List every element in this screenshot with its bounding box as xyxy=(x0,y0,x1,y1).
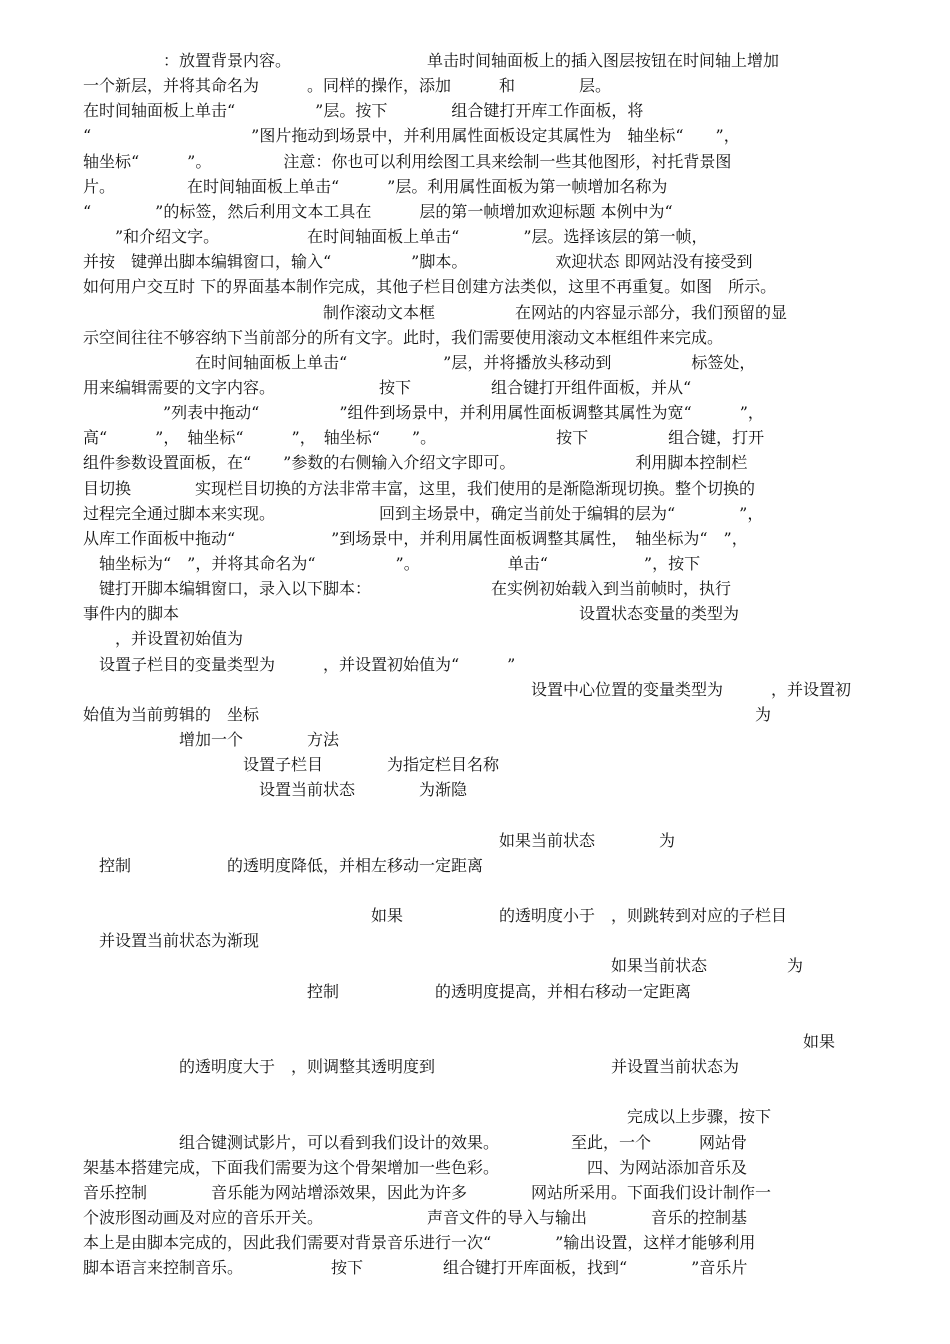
text-line: 从库工作面板中拖动“ ”到场景中，并利用属性面板调整其属性， 轴坐标为“ ”， xyxy=(83,528,748,548)
text-line: 个波形图动画及对应的音乐开关。 声音文件的导入与输出 音乐的控制基 xyxy=(83,1207,748,1227)
text-line: ”和介绍文字。 在时间轴面板上单击“ ”层。选择该层的第一帧， xyxy=(83,227,708,246)
text-line: 如果当前状态 为 xyxy=(83,830,676,850)
text-line: 的透明度大于 ，则调整其透明度到 并设置当前状态为 xyxy=(83,1057,740,1076)
text-line: 并按 键弹出脚本编辑窗口，输入“ ”脚本。 欢迎状态 即网站没有接受到 xyxy=(83,252,753,272)
text-line: ”列表中拖动“ ”组件到场景中，并利用属性面板调整其属性为宽“ ”， xyxy=(83,403,764,423)
text-line: 本上是由脚本完成的，因此我们需要对背景音乐进行一次“ ”输出设置，这样才能够利用 xyxy=(83,1233,756,1252)
text-line: 轴坐标“ ”。 注意：你也可以利用绘图工具来绘制一些其他图形，衬托背景图 xyxy=(83,151,732,171)
text-line: 音乐控制 音乐能为网站增添效果，因此为许多 网站所采用。下面我们设计制作一 xyxy=(83,1182,772,1202)
text-line: 事件内的脚本 设置状态变量的类型为 xyxy=(83,604,740,624)
text-line: 控制 的透明度降低，并相左移动一定距离 xyxy=(83,855,484,875)
text-line: 架基本搭建完成，下面我们需要为这个骨架增加一些色彩。 四、为网站添加音乐及 xyxy=(83,1157,748,1177)
text-line: “ ”的标签，然后利用文本工具在 层的第一帧增加欢迎标题 本例中为“ xyxy=(83,201,673,221)
text-line: 设置中心位置的变量类型为 ，并设置初 xyxy=(83,679,852,699)
text-line: ：放置背景内容。 单击时间轴面板上的插入图层按钮在时间轴上增加 xyxy=(83,51,780,70)
text-line: ，并设置初始值为 xyxy=(83,629,244,649)
text-line: “ ”图片拖动到场景中，并利用属性面板设定其属性为 轴坐标“ ”， xyxy=(83,126,740,146)
text-line: 如果 xyxy=(83,1031,836,1051)
text-line: 设置子栏目的变量类型为 ，并设置初始值为“ ” xyxy=(83,654,516,674)
text-line: 制作滚动文本框 在网站的内容显示部分，我们预留的显 xyxy=(83,302,788,322)
text-line: 片。 在时间轴面板上单击“ ”层。利用属性面板为第一帧增加名称为 xyxy=(83,176,668,196)
text-line: 轴坐标为“ ”，并将其命名为“ ”。 单击“ ”，按下 xyxy=(83,554,701,573)
text-line: 完成以上步骤，按下 xyxy=(83,1107,772,1127)
text-line: 设置当前状态 为渐隐 xyxy=(83,780,468,800)
text-line: 在时间轴面板上单击“ ”层。按下 组合键打开库工作面板，将 xyxy=(83,101,644,121)
text-line: 组件参数设置面板，在“ ”参数的右侧输入介绍文字即可。 利用脚本控制栏 xyxy=(83,453,748,473)
text-line: 在时间轴面板上单击“ ”层，并将播放头移动到 标签处， xyxy=(83,352,756,372)
text-line: 设置子栏目 为指定栏目名称 xyxy=(83,755,500,775)
text-line: 过程完全通过脚本来实现。 回到主场景中，确定当前处于编辑的层为“ ”， xyxy=(83,503,764,523)
text-line: 一个新层，并将其命名为 。同样的操作，添加 和 层。 xyxy=(83,76,612,96)
text-line: 如果当前状态 为 xyxy=(83,956,804,976)
text-line: 示空间往往不够容纳下当前部分的所有文字。此时，我们需要使用滚动文本框组件来完成。 xyxy=(83,327,724,347)
text-line: 增加一个 方法 xyxy=(83,730,340,749)
text-line: 目切换 实现栏目切换的方法非常丰富，这里，我们使用的是渐隐渐现切换。整个切换的 xyxy=(83,478,756,498)
text-line: 脚本语言来控制音乐。 按下 组合键打开库面板，找到“ ”音乐片 xyxy=(83,1258,748,1278)
text-line: 组合键测试影片，可以看到我们设计的效果。 至此，一个 网站骨 xyxy=(83,1132,748,1152)
text-line: 控制 的透明度提高，并相右移动一定距离 xyxy=(83,981,692,1001)
text-line: 如果 的透明度小于 ，则跳转到对应的子栏目 xyxy=(83,906,788,926)
text-line: 如何用户交互时 下的界面基本制作完成，其他子栏目创建方法类似，这里不再重复。如图 所示。 xyxy=(83,277,777,297)
text-line: 键打开脚本编辑窗口，录入以下脚本： 在实例初始载入到当前帧时，执行 xyxy=(83,579,732,599)
text-line: 并设置当前状态为渐现 xyxy=(83,931,260,951)
text-line: 用来编辑需要的文字内容。 按下 组合键打开组件面板，并从“ xyxy=(83,377,692,397)
text-line: 高“ ”， 轴坐标“ ”， 轴坐标“ ”。 按下 组合键，打开 xyxy=(83,428,765,448)
text-line: 始值为当前剪辑的 坐标 为 xyxy=(83,704,772,724)
